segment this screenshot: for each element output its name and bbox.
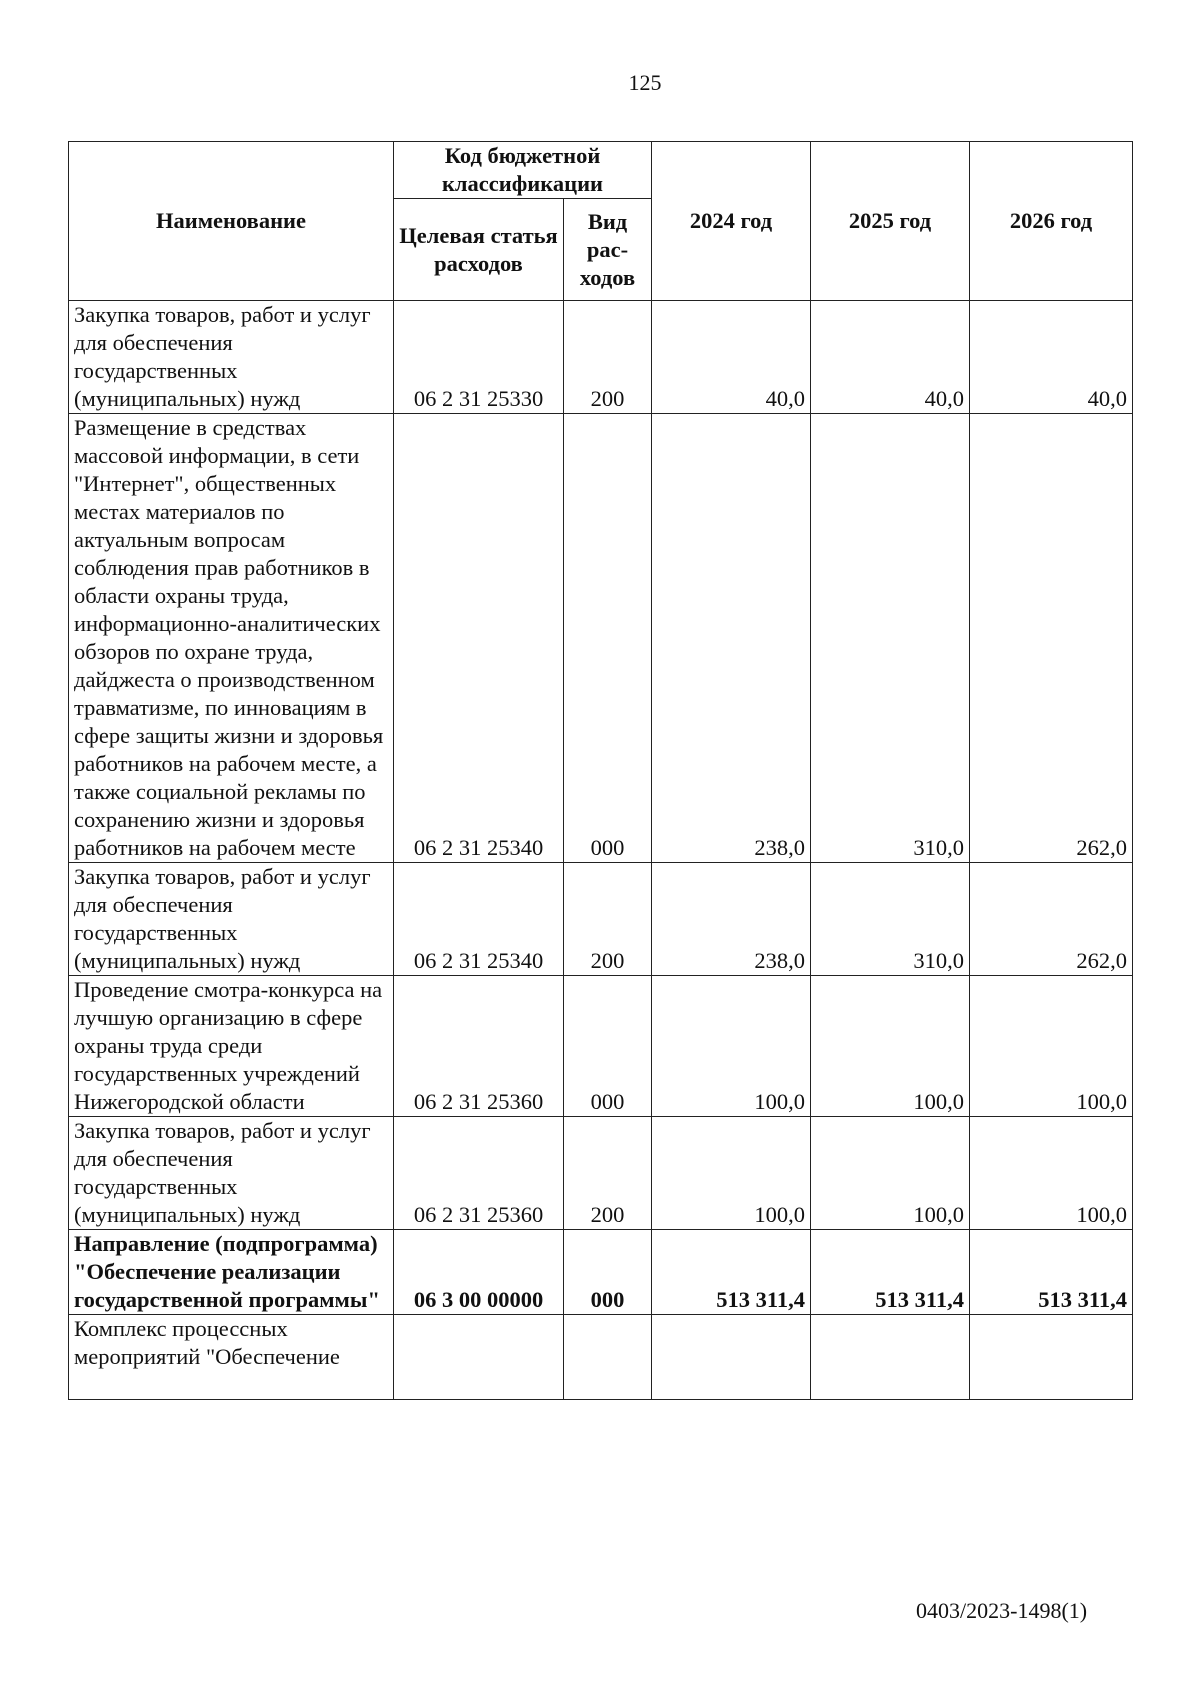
row-value-2025: 310,0 [811, 414, 970, 863]
row-value-2025: 310,0 [811, 863, 970, 976]
row-value-2024: 238,0 [652, 863, 811, 976]
row-value-2026 [970, 1315, 1133, 1400]
row-code: 06 2 31 25340 [394, 863, 564, 976]
row-kind: 200 [564, 301, 652, 414]
row-kind: 000 [564, 414, 652, 863]
row-value-2026: 40,0 [970, 301, 1133, 414]
row-code: 06 2 31 25340 [394, 414, 564, 863]
header-name: Наименование [69, 142, 394, 301]
row-code: 06 2 31 25360 [394, 976, 564, 1117]
row-value-2026: 100,0 [970, 976, 1133, 1117]
page-number: 125 [628, 70, 662, 95]
row-kind [564, 1315, 652, 1400]
row-value-2024: 100,0 [652, 976, 811, 1117]
row-value-2025 [811, 1315, 970, 1400]
row-value-2026: 513 311,4 [970, 1230, 1133, 1315]
row-kind: 000 [564, 976, 652, 1117]
table-row [69, 414, 1133, 863]
row-value-2024: 100,0 [652, 1117, 811, 1230]
header-target-article: Целевая статья расходов [394, 199, 564, 301]
header-year-2025: 2025 год [811, 142, 970, 301]
row-name: Направление (подпрограмма) "Обеспечение реализации государственной программы" [69, 1230, 394, 1315]
table-row [69, 863, 1133, 976]
row-value-2024: 40,0 [652, 301, 811, 414]
row-value-2025: 40,0 [811, 301, 970, 414]
header-year-2024: 2024 год [652, 142, 811, 301]
row-value-2024: 513 311,4 [652, 1230, 811, 1315]
row-value-2025: 513 311,4 [811, 1230, 970, 1315]
header-row-top [69, 142, 1133, 199]
header-expense-kind: Вид рас-ходов [564, 199, 652, 301]
budget-table [68, 141, 1133, 1400]
row-name: Размещение в средствах массовой информации, в сети "Интернет", общественных местах материалов по актуальным вопросам соблюдения прав работников в области охраны труда, информационно-аналитических обзоров по охране труда, дайджеста о производственном травматизме, по инновациям в сфере защиты жизни и здоровья работников на рабочем месте, а также социальной рекламы по сохранению жизни и здоровья работников на рабочем месте [69, 414, 394, 863]
row-name: Комплекс процессных мероприятий "Обеспечение [69, 1315, 394, 1400]
row-value-2026: 262,0 [970, 863, 1133, 976]
document-reference: 0403/2023-1498(1) [916, 1598, 1088, 1623]
row-value-2025: 100,0 [811, 1117, 970, 1230]
row-value-2025: 100,0 [811, 976, 970, 1117]
row-kind: 000 [564, 1230, 652, 1315]
row-code: 06 2 31 25330 [394, 301, 564, 414]
row-name: Закупка товаров, работ и услуг для обеспечения государственных (муниципальных) нужд [69, 863, 394, 976]
row-kind: 200 [564, 1117, 652, 1230]
table-row [69, 301, 1133, 414]
table-row [69, 1315, 1133, 1400]
table-row-subprogram [69, 1230, 1133, 1315]
row-value-2024 [652, 1315, 811, 1400]
row-value-2026: 100,0 [970, 1117, 1133, 1230]
row-name: Проведение смотра-конкурса на лучшую организацию в сфере охраны труда среди государственных учреждений Нижегородской области [69, 976, 394, 1117]
row-kind: 200 [564, 863, 652, 976]
row-value-2026: 262,0 [970, 414, 1133, 863]
row-value-2024: 238,0 [652, 414, 811, 863]
row-code: 06 3 00 00000 [394, 1230, 564, 1315]
table-row [69, 1117, 1133, 1230]
row-code [394, 1315, 564, 1400]
table-row [69, 976, 1133, 1117]
header-year-2026: 2026 год [970, 142, 1133, 301]
header-code-group: Код бюджетной классификации [394, 142, 652, 199]
row-name: Закупка товаров, работ и услуг для обеспечения государственных (муниципальных) нужд [69, 301, 394, 414]
row-code: 06 2 31 25360 [394, 1117, 564, 1230]
row-name: Закупка товаров, работ и услуг для обеспечения государственных (муниципальных) нужд [69, 1117, 394, 1230]
